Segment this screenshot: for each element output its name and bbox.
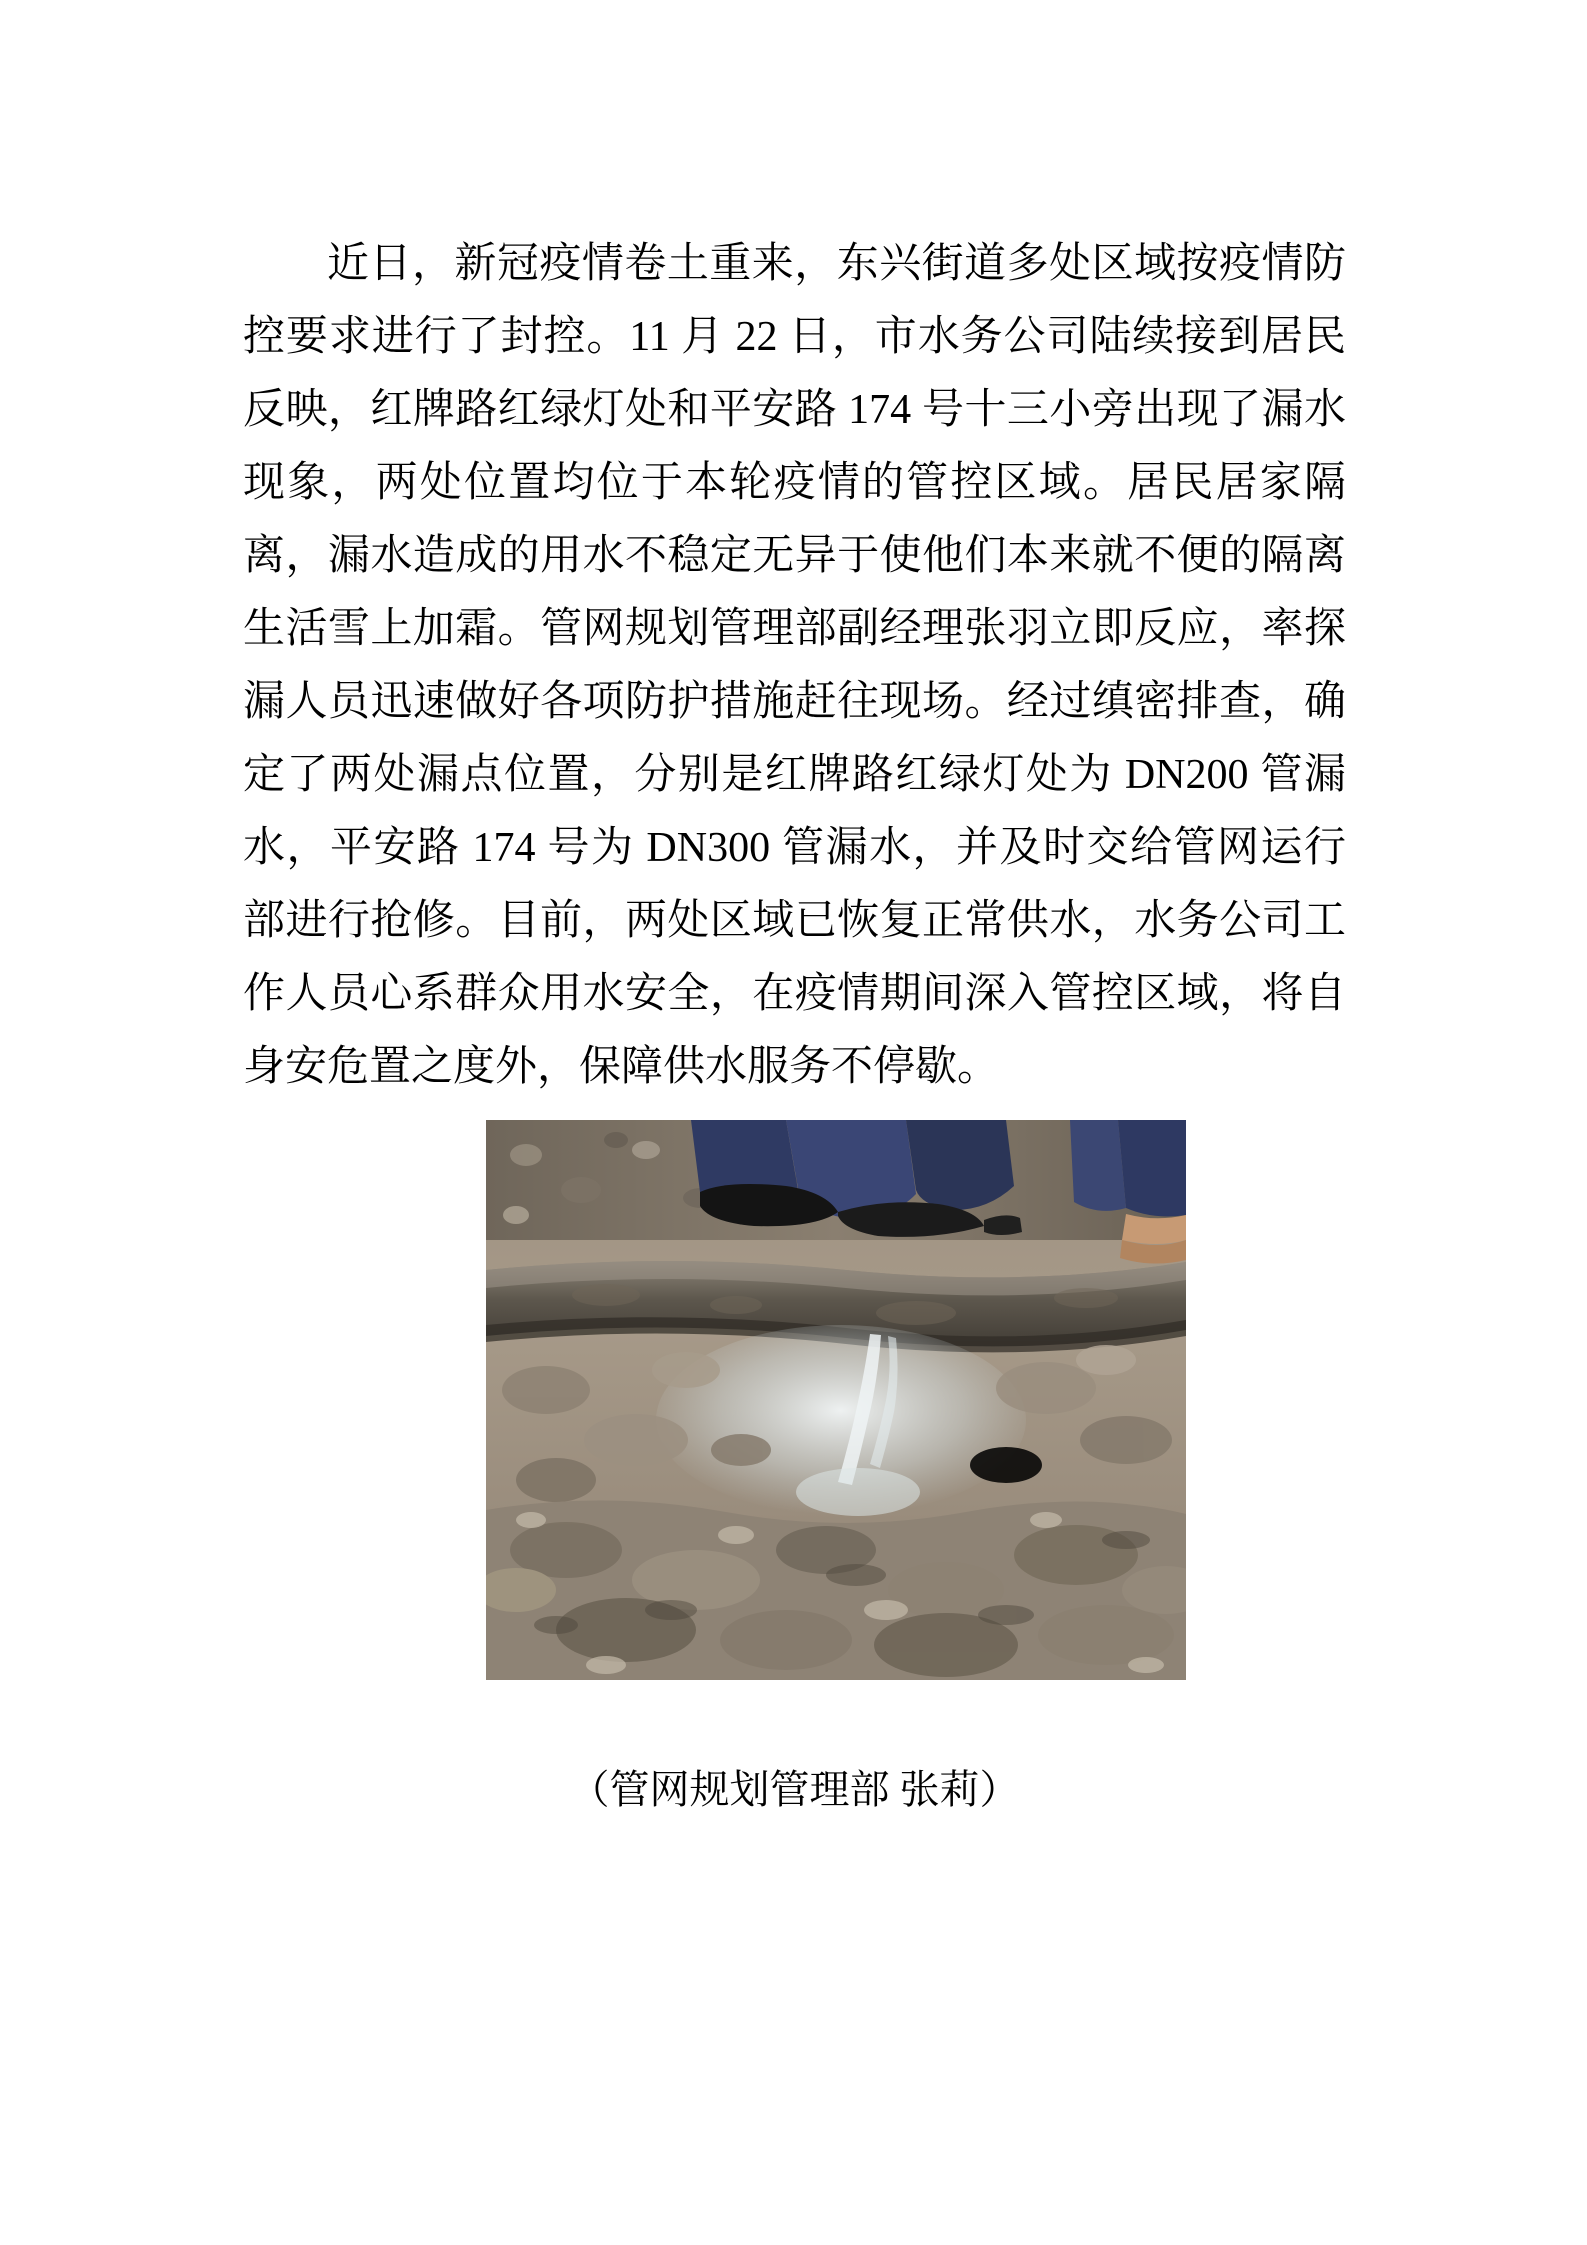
body-paragraph: 近日，新冠疫情卷土重来，东兴街道多处区域按疫情防控要求进行了封控。11 月 22 日，市水务公司陆续接到居民反映，红牌路红绿灯处和平安路 174 号十三小旁出现了漏水现象，两处位置均位于本轮疫情的管控区域。居民居家隔离，漏水造成的用水不稳定无异于使他们本来就不便的隔离生活雪上加霜。管网规划管理部副经理张羽立即反应，率探漏人员迅速做好各项防护措施赶往现场。经过缜密排查，确定了两处漏点位置，分别是红牌路红绿灯处为 DN200 管漏水，平安路 174 号为 DN300 管漏水，并及时交给管网运行部进行抢修。目前，两处区域已恢复正常供水，水务公司工作人员心系群众用水安全，在疫情期间深入管控区域，将自身安危置之度外，保障供水服务不停歇。 [243,241,1346,1090]
figure-caption: （管网规划管理部 张莉） [569,1767,1020,1812]
leak-repair-photo [486,1120,1186,1680]
figure-photo [486,1120,1186,1680]
